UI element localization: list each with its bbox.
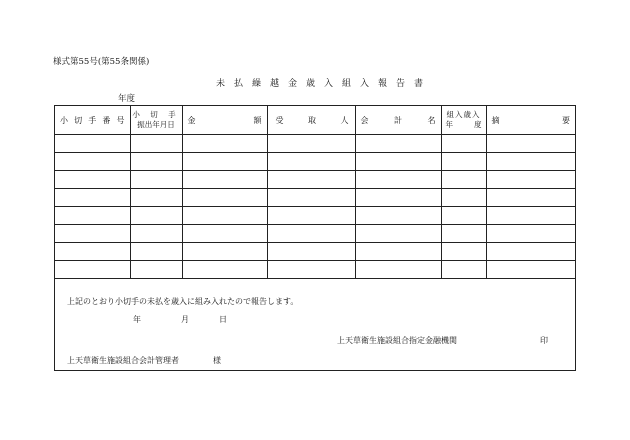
table-cell[interactable] xyxy=(441,153,486,171)
table-cell[interactable] xyxy=(182,225,267,243)
table-cell[interactable] xyxy=(182,153,267,171)
table-cell[interactable] xyxy=(441,189,486,207)
header-fiscal-year: 組入歳入 年 度 xyxy=(441,106,486,135)
table-cell[interactable] xyxy=(55,207,130,225)
table-cell[interactable] xyxy=(486,243,575,261)
table-cell[interactable] xyxy=(130,171,182,189)
table-cell[interactable] xyxy=(130,225,182,243)
table-cell[interactable] xyxy=(441,243,486,261)
table-cell[interactable] xyxy=(355,225,441,243)
table-cell[interactable] xyxy=(267,135,355,153)
table-header-row xyxy=(55,106,575,135)
accounting-manager: 上天草衛生施設組合会計管理者 xyxy=(67,356,179,365)
table-cell[interactable] xyxy=(355,171,441,189)
table-cell[interactable] xyxy=(441,171,486,189)
table-cell[interactable] xyxy=(355,207,441,225)
table-cell[interactable] xyxy=(267,225,355,243)
table-row xyxy=(55,153,575,171)
table-cell[interactable] xyxy=(486,225,575,243)
table-cell[interactable] xyxy=(182,261,267,279)
report-date: 年 月 日 xyxy=(133,315,227,324)
seal-mark: 印 xyxy=(540,336,548,345)
table-cell[interactable] xyxy=(441,207,486,225)
table-cell[interactable] xyxy=(486,153,575,171)
table-cell[interactable] xyxy=(182,189,267,207)
table-cell[interactable] xyxy=(267,189,355,207)
table-cell[interactable] xyxy=(130,135,182,153)
table-row xyxy=(55,189,575,207)
header-check-number: 小 切 手 番 号 xyxy=(55,106,130,135)
table-cell[interactable] xyxy=(55,153,130,171)
form-number: 様式第55号(第55条関係) xyxy=(53,57,150,67)
table-cell[interactable] xyxy=(486,171,575,189)
table-cell[interactable] xyxy=(267,171,355,189)
table-cell[interactable] xyxy=(130,153,182,171)
table-cell[interactable] xyxy=(55,243,130,261)
table-cell[interactable] xyxy=(130,207,182,225)
header-remarks: 摘 要 xyxy=(486,106,575,135)
table-cell[interactable] xyxy=(441,135,486,153)
honorific: 様 xyxy=(213,356,221,365)
table-cell[interactable] xyxy=(355,189,441,207)
table-row xyxy=(55,171,575,189)
table-cell[interactable] xyxy=(355,243,441,261)
header-amount: 金 額 xyxy=(182,106,267,135)
table-cell[interactable] xyxy=(355,261,441,279)
financial-institution: 上天草衛生施設組合指定金融機関 xyxy=(337,336,457,345)
fiscal-year-label: 年度 xyxy=(118,94,136,104)
table-cell[interactable] xyxy=(182,207,267,225)
table-cell[interactable] xyxy=(441,261,486,279)
table-cell[interactable] xyxy=(486,189,575,207)
table-cell[interactable] xyxy=(55,135,130,153)
header-issue-date: 小 切 手 振出年月日 xyxy=(130,106,182,135)
table-row xyxy=(55,135,575,153)
table-cell[interactable] xyxy=(486,261,575,279)
table-row xyxy=(55,243,575,261)
table-cell[interactable] xyxy=(55,189,130,207)
table-cell[interactable] xyxy=(267,261,355,279)
table-row xyxy=(55,207,575,225)
table-cell[interactable] xyxy=(267,243,355,261)
table-cell[interactable] xyxy=(355,153,441,171)
table-cell[interactable] xyxy=(267,207,355,225)
table-cell[interactable] xyxy=(55,171,130,189)
table-cell[interactable] xyxy=(182,135,267,153)
header-account-name: 会 計 名 xyxy=(355,106,441,135)
header-payee: 受 取 人 xyxy=(267,106,355,135)
table-cell[interactable] xyxy=(182,243,267,261)
table-cell[interactable] xyxy=(55,261,130,279)
table-cell[interactable] xyxy=(441,225,486,243)
table-cell[interactable] xyxy=(130,189,182,207)
table-row xyxy=(55,225,575,243)
report-statement: 上記のとおり小切手の未払を歳入に組み入れたので報告します。 xyxy=(67,297,299,306)
table-cell[interactable] xyxy=(267,153,355,171)
table-cell[interactable] xyxy=(182,171,267,189)
table-cell[interactable] xyxy=(130,261,182,279)
form-title: 未払繰越金歳入組入報告書 xyxy=(215,79,432,89)
report-table xyxy=(55,106,575,279)
table-cell[interactable] xyxy=(486,207,575,225)
table-row xyxy=(55,261,575,279)
table-cell[interactable] xyxy=(55,225,130,243)
report-sheet xyxy=(54,105,576,371)
table-cell[interactable] xyxy=(486,135,575,153)
table-cell[interactable] xyxy=(355,135,441,153)
table-cell[interactable] xyxy=(130,243,182,261)
